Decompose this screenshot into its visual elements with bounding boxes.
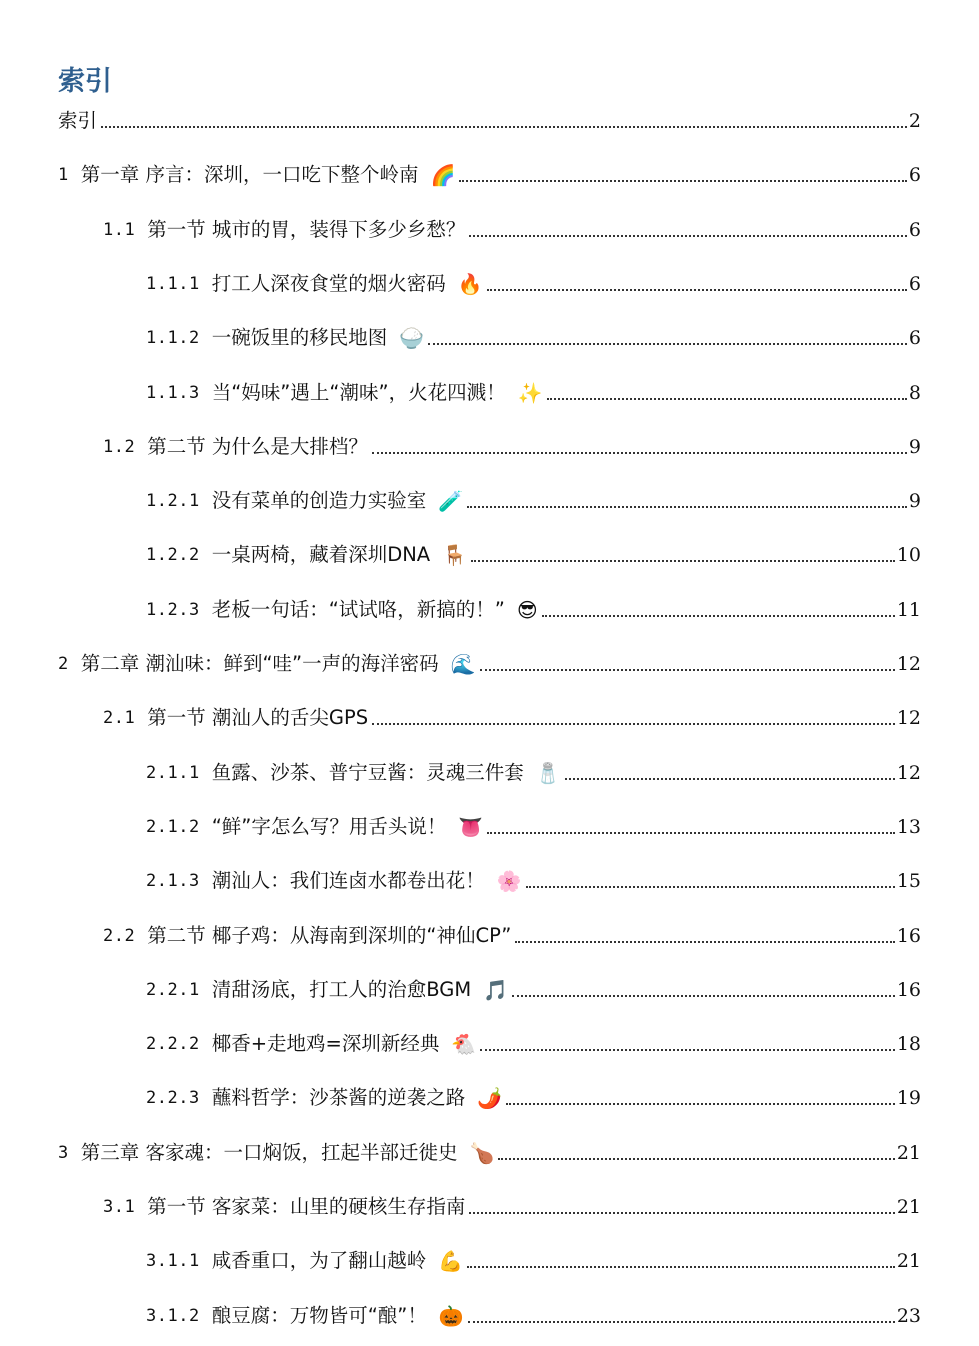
toc-entry-page-number: 6 xyxy=(908,327,921,350)
flexed-biceps-icon: 💪 xyxy=(438,1249,464,1274)
toc-entry[interactable] xyxy=(103,213,921,243)
toc-entry-page-number: 19 xyxy=(896,1087,921,1110)
dot-leader xyxy=(469,235,906,237)
toc-entry-page-number: 11 xyxy=(896,598,921,621)
toc-entry-number: 2.1.1 xyxy=(146,762,200,783)
toc-entry[interactable] xyxy=(146,538,921,568)
toc-entry-number: 2.1.3 xyxy=(146,871,200,892)
toc-entry[interactable] xyxy=(146,484,921,514)
toc-entry-title: 第一章 序言：深圳，一口吃下整个岭南 xyxy=(80,163,419,187)
toc-entry-page-number: 6 xyxy=(908,164,921,187)
toc-entry-page-number: 16 xyxy=(896,978,921,1001)
toc-entry[interactable] xyxy=(103,701,921,731)
dot-leader xyxy=(547,398,907,400)
dot-leader xyxy=(471,560,895,562)
toc-entry[interactable] xyxy=(146,321,921,351)
toc-entry-title: 第一节 城市的胃，装得下多少乡愁？ xyxy=(147,217,466,241)
toc-entry-page-number: 15 xyxy=(896,870,921,893)
toc-entry[interactable] xyxy=(146,864,921,894)
toc-entry-title: “鲜”字怎么写？用舌头说！ xyxy=(211,814,447,838)
toc-entry-title: 蘸料哲学：沙茶酱的逆袭之路 xyxy=(211,1086,466,1110)
toc-entry-page-number: 12 xyxy=(896,761,921,784)
toc-entry-number: 2.2.2 xyxy=(146,1034,200,1055)
toc-entry-title: 椰香+走地鸡=深圳新经典 xyxy=(211,1032,440,1056)
toc-entry-number: 3.1.2 xyxy=(146,1305,200,1326)
dot-leader xyxy=(372,723,895,725)
dot-leader xyxy=(468,1321,895,1323)
toc-entry-page-number: 6 xyxy=(908,218,921,241)
toc-entry-title: 第一节 客家菜：山里的硬核生存指南 xyxy=(147,1195,466,1218)
toc-entry[interactable] xyxy=(146,810,921,840)
toc-entry-number: 3 xyxy=(58,1142,69,1163)
toc-entry[interactable] xyxy=(146,756,921,786)
toc-entry-number: 2.1.2 xyxy=(146,816,200,837)
toc-entry[interactable] xyxy=(103,430,921,460)
toc-entry-number: 1.2.2 xyxy=(146,545,200,566)
chicken-icon: 🐔 xyxy=(451,1032,477,1057)
toc-entry-page-number: 10 xyxy=(896,544,921,567)
toc-entry-title: 老板一句话：“试试咯，新搞的！” xyxy=(211,597,505,621)
toc-entry[interactable] xyxy=(146,1081,921,1111)
toc-entry-number: 2.2.1 xyxy=(146,979,200,1000)
toc-entry-page-number: 21 xyxy=(896,1141,921,1164)
toc-entry-title: 第二章 潮汕味：鲜到“哇”一声的海洋密码 xyxy=(80,652,439,675)
toc-entry-number: 1.2.1 xyxy=(146,491,200,512)
toc-entry-number: 2 xyxy=(58,654,69,674)
toc-entry-page-number: 18 xyxy=(896,1033,921,1056)
toc-entry[interactable] xyxy=(103,919,921,949)
toc-entry[interactable] xyxy=(146,376,921,406)
toc-entry[interactable] xyxy=(58,1136,921,1166)
dot-leader xyxy=(101,126,907,128)
dot-leader xyxy=(459,180,907,182)
toc-entry-page-number: 21 xyxy=(896,1196,921,1218)
dot-leader xyxy=(428,343,907,345)
toc-entry-number: 1.1 xyxy=(103,219,136,240)
dot-leader xyxy=(498,1158,894,1160)
toc-entry-page-number: 12 xyxy=(896,707,921,730)
toc-entry-page-number: 8 xyxy=(908,381,921,404)
dot-leader xyxy=(565,778,895,780)
toc-entry-number: 1.2 xyxy=(103,436,136,457)
dot-leader xyxy=(467,1266,895,1268)
toc-entry[interactable] xyxy=(103,1190,921,1220)
fire-icon: 🔥 xyxy=(457,271,483,296)
toc-entry-page-number: 9 xyxy=(908,435,921,458)
rainbow-icon: 🌈 xyxy=(430,163,456,188)
toc-entry[interactable] xyxy=(58,104,921,134)
toc-entry-page-number: 21 xyxy=(896,1250,921,1273)
wave-icon: 🌊 xyxy=(450,652,476,676)
dot-leader xyxy=(515,941,894,943)
dot-leader xyxy=(467,506,907,508)
toc-entry-title: 索引 xyxy=(58,109,98,132)
dot-leader xyxy=(469,1212,894,1214)
toc-entry-page-number: 13 xyxy=(896,815,921,838)
dot-leader xyxy=(526,886,895,888)
dot-leader xyxy=(372,452,907,454)
toc-entry-page-number: 12 xyxy=(896,653,921,675)
toc-entry-title: 一桌两椅，藏着深圳DNA xyxy=(211,543,431,567)
dot-leader xyxy=(487,289,907,291)
toc-entry-title: 鱼露、沙茶、普宁豆酱：灵魂三件套 xyxy=(211,760,524,784)
toc-entry-title: 清甜汤底，打工人的治愈BGM xyxy=(211,977,472,1001)
toc-entry-title: 没有菜单的创造力实验室 xyxy=(211,489,427,513)
test-tube-icon: 🧪 xyxy=(438,489,464,514)
chili-pepper-icon: 🌶️ xyxy=(477,1086,503,1111)
toc-entry-page-number: 6 xyxy=(908,272,921,295)
toc-entry[interactable] xyxy=(146,973,921,1003)
toc-entry-title: 酿豆腐：万物皆可“酿”！ xyxy=(211,1303,427,1327)
toc-entry-number: 1 xyxy=(58,165,69,186)
rice-bowl-icon: 🍚 xyxy=(399,326,425,351)
dot-leader xyxy=(512,995,895,997)
dot-leader xyxy=(480,669,895,671)
dot-leader xyxy=(480,1049,895,1051)
toc-entry-page-number: 9 xyxy=(908,490,921,513)
sunglasses-face-icon: 😎 xyxy=(516,597,538,622)
toc-entry-title: 第二节 椰子鸡：从海南到深圳的“神仙CP” xyxy=(147,923,512,947)
toc-entry-title: 第二节 为什么是大排档？ xyxy=(147,434,368,458)
toc-entry-page-number: 23 xyxy=(896,1304,921,1327)
toc-entry-page-number: 16 xyxy=(896,924,921,947)
pumpkin-icon: 🎃 xyxy=(438,1303,464,1328)
toc-entry-title: 第三章 客家魂：一口焖饭，扛起半部迁徙史 xyxy=(80,1140,458,1164)
toc-entry[interactable] xyxy=(146,267,921,297)
toc-entry[interactable] xyxy=(58,647,921,677)
toc-entry-page-number: 2 xyxy=(908,110,921,132)
dot-leader xyxy=(487,832,895,834)
toc-entry[interactable] xyxy=(58,158,921,188)
dot-leader xyxy=(506,1103,895,1105)
toc-entry[interactable] xyxy=(146,1027,921,1057)
dot-leader xyxy=(542,615,895,617)
toc-entry[interactable] xyxy=(146,593,921,623)
toc-entry-number: 1.2.3 xyxy=(146,599,200,620)
toc-entry-title: 潮汕人：我们连卤水都卷出花！ xyxy=(211,869,485,893)
sparkles-icon: ✨ xyxy=(517,380,543,405)
drumstick-icon: 🍗 xyxy=(469,1140,495,1165)
toc-entry-number: 2.2 xyxy=(103,925,136,946)
music-note-icon: 🎵 xyxy=(483,977,509,1002)
toc-entry[interactable] xyxy=(146,1299,921,1329)
toc-entry-title: 当“妈味”遇上“潮味”，火花四溅！ xyxy=(211,380,506,404)
toc-entry-number: 1.1.3 xyxy=(146,382,200,403)
salt-shaker-icon: 🧂 xyxy=(535,760,561,785)
tongue-icon: 👅 xyxy=(458,814,484,839)
blossom-icon: 🌸 xyxy=(496,869,522,894)
toc-entry-number: 2.1 xyxy=(103,708,136,729)
toc-entry-title: 一碗饭里的移民地图 xyxy=(211,326,388,350)
toc-entry-number: 3.1.1 xyxy=(146,1251,200,1272)
toc-entry-number: 2.2.3 xyxy=(146,1088,200,1109)
toc-entry-title: 咸香重口，为了翻山越岭 xyxy=(211,1249,427,1273)
toc-entry-number: 1.1.2 xyxy=(146,328,200,349)
toc-entry-title: 第一节 潮汕人的舌尖GPS xyxy=(147,706,369,730)
chair-icon: 🪑 xyxy=(442,543,468,568)
toc-entry-number: 3.1 xyxy=(103,1197,136,1217)
toc-entry-title: 打工人深夜食堂的烟火密码 xyxy=(211,271,446,295)
toc-entry[interactable] xyxy=(146,1244,921,1274)
toc-entry-number: 1.1.1 xyxy=(146,273,200,294)
toc-heading: 索引 xyxy=(58,66,112,97)
